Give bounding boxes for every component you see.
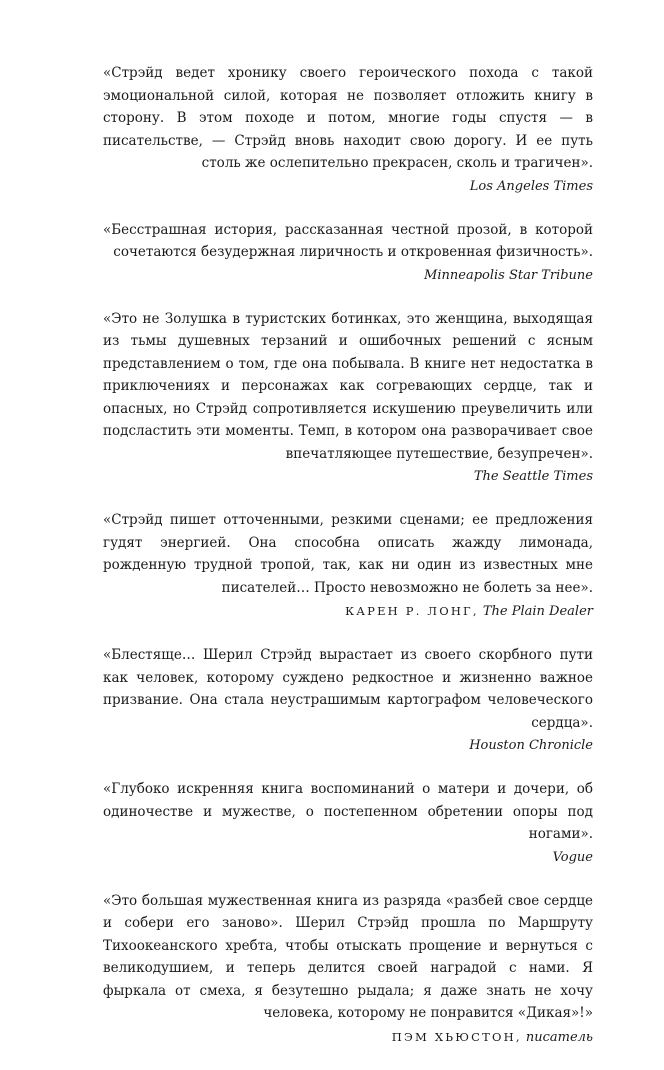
review-source [103,600,593,623]
reviews-page [103,62,593,1070]
review-quote: «Глубоко искренняя книга воспоминаний о матери и дочери, об одиночестве и мужестве, о постепенном обретении опоры под ногами». [103,781,593,842]
review-vogue [103,778,593,869]
review-source [103,735,593,757]
review-seattle-times [103,308,593,489]
source-name: Minneapolis Star Tribune [424,267,593,283]
review-star-tribune [103,219,593,287]
review-la-times [103,62,593,198]
source-name: Vogue [552,849,593,865]
review-source [103,176,593,198]
review-quote: «Стрэйд пишет отточенными, резкими сценами; ее предложения гудят энергией. Она способна описать жажду лимонада, рожденную трудной тропой, так, как ни один из известных мне писателей… Просто невозможно не болеть за нее». [103,512,593,596]
review-quote: «Это не Золушка в туристских ботинках, это женщина, выходящая из тьмы душевных терзаний и ошибочных решений с ясным представлением о том, где она побывала. В книге нет недостатка в приключениях и персонажах как согревающих сердце, так и опасных, но Стрэйд сопротивляется искушению преувеличить или подсластить эти моменты. Темп, в котором она разворачивает свое впечатляющее путешествие, безупречен». [103,310,593,462]
review-source [103,265,593,287]
review-quote: «Стрэйд ведет хронику своего героического похода с такой эмоциональной силой, которая не позволяет отложить книгу в сторону. В этом походе и потом, многие годы спустя — в писательстве, — Стрэйд вновь находит свою дорогу. И ее путь столь же ослепительно прекрасен, сколь и трагичен». [103,65,593,171]
source-name: The Seattle Times [473,469,593,484]
review-quote: «Это большая мужественная книга из разряда «разбей свое сердце и собери его заново». Шерил Стрэйд прошла по Маршруту Тихоокеанского хребта, чтобы отыскать прощение и вернуться с великодушием, и теперь делится своей наградой с нами. Я фыркала от смеха, я безутешно рыдала; я даже знать не хочу человека, которому не понравится «Дикая»!» [103,892,593,1021]
source-name: The Plain Dealer [482,604,593,619]
source-name: Los Angeles Times [469,178,593,194]
review-source [103,466,593,488]
review-quote: «Бесстрашная история, рассказанная честной прозой, в которой сочетаются безудержная лиричность и откровенная физичность». [103,221,593,260]
review-author: КАРЕН Р. ЛОНГ, [345,604,479,618]
review-pam-houston [103,890,593,1049]
source-name: Houston Chronicle [469,738,593,753]
review-author: ПЭМ ХЬЮСТОН, [391,1029,522,1044]
review-houston-chronicle [103,644,593,757]
review-quote: «Блестяще… Шерил Стрэйд вырастает из своего скорбного пути как человек, которому суждено редкостное и жизненно важное призвание. Она стала неустрашимым картографом человеческого сердца». [103,647,593,731]
review-source [103,847,593,869]
review-source [103,1026,593,1049]
review-plain-dealer [103,509,593,623]
author-role: писатель [525,1029,593,1045]
